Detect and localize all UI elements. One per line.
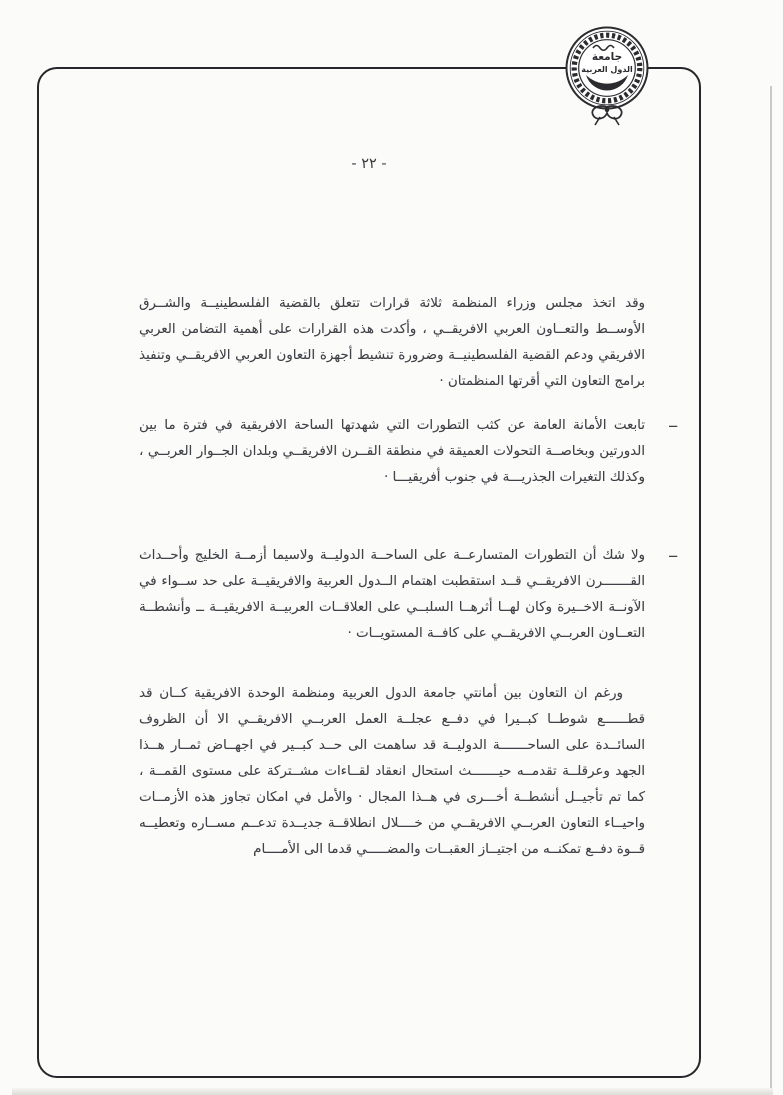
paragraph-text: ولا شك أن التطورات المتسارعــة على الساحــة الدوليــة ولاسيما أزمــة الخليج وأحــداث القـــــــرن الافريقــي قــد استقطبت اهتمام الــدول العربية والافريقيــة على حد ســواء في الآونــة الاخــيرة وكان لهــا أثرهــا السلبــي على العلاقــات العربيــة الافريقيــة ــ وأنشطــة التعــاون العربــي الافريقــي على كافــة المستويــات · — [139, 548, 645, 641]
paragraph — [139, 413, 677, 491]
emblem-inscription-line1: جامعة — [591, 51, 623, 63]
scan-edge-artifact-bottom — [12, 1088, 773, 1095]
page-number: - ٢٢ - — [351, 156, 387, 172]
paragraph — [139, 681, 645, 863]
paragraph — [139, 543, 677, 647]
paragraph-text: تابعت الأمانة العامة عن كثب التطورات التي شهدتها الساحة الافريقية في فترة ما بين الدورتين وبخاصــة التحولات العميقة في منطقة القــرن الافريقــي وبلدان الجــوار العربــي ، وكذلك التغيرات الجذريـــة في جنوب أفريقيـــا · — [139, 418, 645, 485]
paragraph — [139, 291, 645, 395]
list-dash-marker: ــ — [669, 546, 677, 561]
paragraph-text: وقد اتخذ مجلس وزراء المنظمة ثلاثة قرارات تتعلق بالقضية الفلسطينيــة والشــرق الأوســط والتعــاون العربي الافريقــي ، وأكدت هذه القرارات على أهمية التضامن العربي الافريقي ودعم القضية الفلسطينيــة وضرورة تنشيط أجهزة التعاون العربي الافريقــي وتنفيذ برامج التعاون التي أقرتها المنظمتان · — [139, 296, 645, 389]
ribbon-tails — [595, 117, 619, 125]
paragraph-text: ورغم ان التعاون بين أمانتي جامعة الدول العربية ومنظمة الوحدة الافريقية كــان قد قطــــــع شوطــا كبــيرا في دفــع عجلــة العمل العربــي الافريقــي الا أن الظروف السائــدة على الساحـــــــة الدوليــة قد ساهمت الى حــد كبــير في اجهــاض ثمــار هــذا الجهد وعرقلــة تقدمــه حيـــــــث استحال انعقاد لقــاءات مشــتركة على مستوى القمــة ، كما تم تأجيــل أنشطــة أخـــرى في هــذا المجال · والأمل في امكان تجاوز هذه الأزمــات واحيــاء التعاون العربــي الافريقــي من خــــلال انطلاقــة جديــدة تدعــم مســاره وتعطيــه قــوة دفــع تمكنــه من اجتيــاز العقبــات والمضـــــي قدما الى الأمــــام — [139, 686, 645, 857]
list-dash-marker: ــ — [669, 416, 677, 431]
document-body — [139, 291, 677, 863]
scan-edge-artifact-right — [770, 86, 772, 1095]
emblem-icon — [555, 24, 659, 128]
ribbon-knot — [605, 108, 609, 112]
emblem-inscription-line2: الدول العربية — [581, 65, 633, 74]
